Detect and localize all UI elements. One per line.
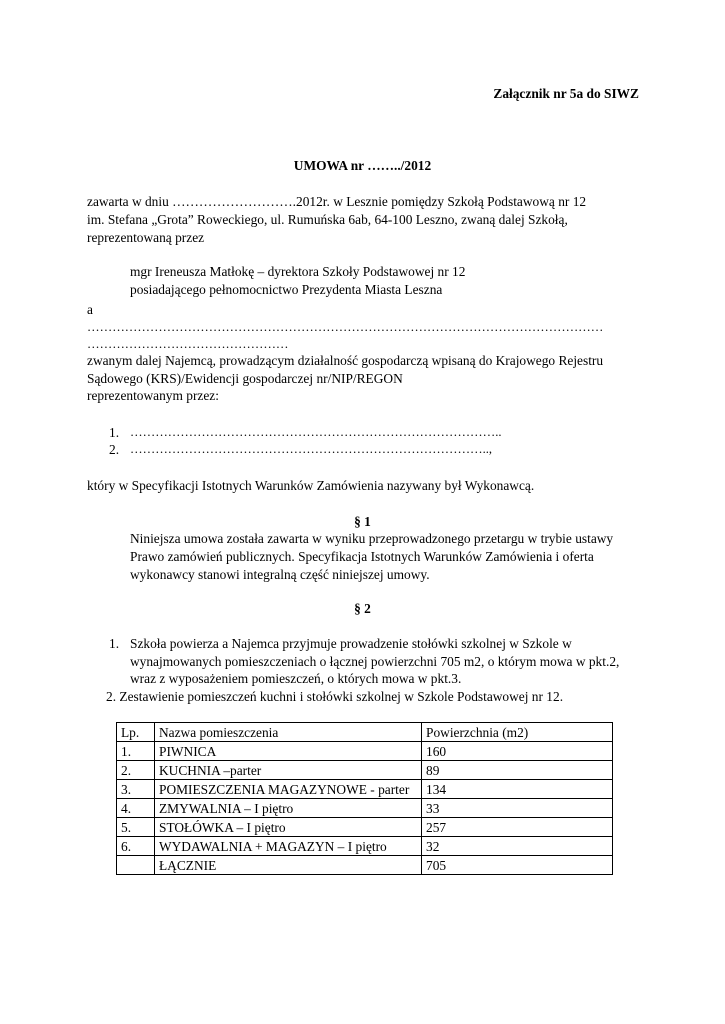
tenant-line-3: reprezentowanym przez:: [87, 388, 219, 403]
rep-item-1-text: ……………………………………………………………………………..: [130, 425, 502, 439]
rep-item-2-number: 2.: [109, 442, 120, 457]
table-row: [117, 780, 613, 799]
row-area: 160: [422, 742, 613, 761]
table-total-row: [117, 856, 613, 875]
section-1-line-2: Prawo zamówień publicznych. Specyfikacja Istotnych Warunków Zamówienia i oferta: [130, 549, 594, 564]
section-1-line-3: wykonawcy stanowi integralną część niniejszej umowy.: [130, 567, 430, 582]
contractor-definition: który w Specyfikacji Istotnych Warunków Zamówienia nazywany był Wykonawcą.: [87, 478, 535, 493]
row-room-name: WYDAWALNIA + MAGAZYN – I piętro: [155, 837, 422, 856]
section-2-point-1-line-3: wraz z wyposażeniem pomieszczeń, o których mowa w pkt.3.: [130, 671, 462, 686]
row-room-name: POMIESZCZENIA MAGAZYNOWE - parter: [155, 780, 422, 799]
table-row: [117, 742, 613, 761]
row-area: 32: [422, 837, 613, 856]
intro-line-1: zawarta w dniu ……………………….2012r. w Lesznie pomiędzy Szkołą Podstawową nr 12: [87, 194, 587, 209]
total-label: ŁĄCZNIE: [155, 856, 422, 875]
tenant-line-1: zwanym dalej Najemcą, prowadzącym działalność gospodarczą wpisaną do Krajowego Rejestru: [87, 353, 604, 368]
attachment-label: Załącznik nr 5a do SIWZ: [493, 86, 639, 101]
section-1-line-1: Niniejsza umowa została zawarta w wyniku przeprowadzonego przetargu w trybie ustawy: [130, 531, 614, 546]
table-row: [117, 837, 613, 856]
representative-line-2: posiadającego pełnomocnictwo Prezydenta Miasta Leszna: [130, 282, 443, 297]
total-area: 705: [422, 856, 613, 875]
row-lp: 1.: [117, 742, 155, 761]
tenant-line-2: Sądowego (KRS)/Ewidencji gospodarczej nr/NIP/REGON: [87, 371, 403, 386]
row-lp: 2.: [117, 761, 155, 780]
rep-item-1-number: 1.: [109, 425, 120, 440]
header-lp: Lp.: [117, 723, 155, 742]
section-2-title: § 2: [354, 601, 371, 616]
row-room-name: KUCHNIA –parter: [155, 761, 422, 780]
header-room-name: Nazwa pomieszczenia: [155, 723, 422, 742]
conjunction-a: a: [87, 302, 93, 317]
section-2-point-1-number: 1.: [109, 636, 120, 651]
row-lp: 6.: [117, 837, 155, 856]
rooms-table: [116, 722, 613, 875]
row-area: 257: [422, 818, 613, 837]
table-header-row: [117, 723, 613, 742]
row-lp: 4.: [117, 799, 155, 818]
tenant-dots-line-2: …………………………………………: [87, 337, 289, 351]
row-room-name: ZMYWALNIA – I piętro: [155, 799, 422, 818]
row-area: 33: [422, 799, 613, 818]
row-area: 134: [422, 780, 613, 799]
rep-item-2-text: …………………………………………………………………………..,: [130, 442, 493, 456]
tenant-dots-line-1: ……………………………………………………………………………………………………………: [87, 320, 604, 334]
contract-title: UMOWA nr ……../2012: [293, 158, 432, 173]
row-lp: 5.: [117, 818, 155, 837]
table-row: [117, 818, 613, 837]
intro-line-3: reprezentowaną przez: [87, 230, 205, 245]
total-lp: [117, 856, 155, 875]
header-area: Powierzchnia (m2): [422, 723, 613, 742]
representative-line-1: mgr Ireneusza Matłokę – dyrektora Szkoły Podstawowej nr 12: [130, 264, 466, 279]
row-lp: 3.: [117, 780, 155, 799]
table-row: [117, 799, 613, 818]
row-area: 89: [422, 761, 613, 780]
section-2-point-2: 2. Zestawienie pomieszczeń kuchni i stołówki szkolnej w Szkole Podstawowej nr 12.: [106, 689, 564, 704]
row-room-name: STOŁÓWKA – I piętro: [155, 818, 422, 837]
row-room-name: PIWNICA: [155, 742, 422, 761]
intro-line-2: im. Stefana „Grota” Roweckiego, ul. Rumuńska 6ab, 64-100 Leszno, zwaną dalej Szkołą,: [87, 212, 568, 227]
section-1-title: § 1: [354, 514, 371, 529]
section-2-point-1-line-1: Szkoła powierza a Najemca przyjmuje prowadzenie stołówki szkolnej w Szkole w: [130, 636, 572, 651]
table-row: [117, 761, 613, 780]
section-2-point-1-line-2: wynajmowanych pomieszczeniach o łącznej powierzchni 705 m2, o którym mowa w pkt.2,: [130, 654, 620, 669]
